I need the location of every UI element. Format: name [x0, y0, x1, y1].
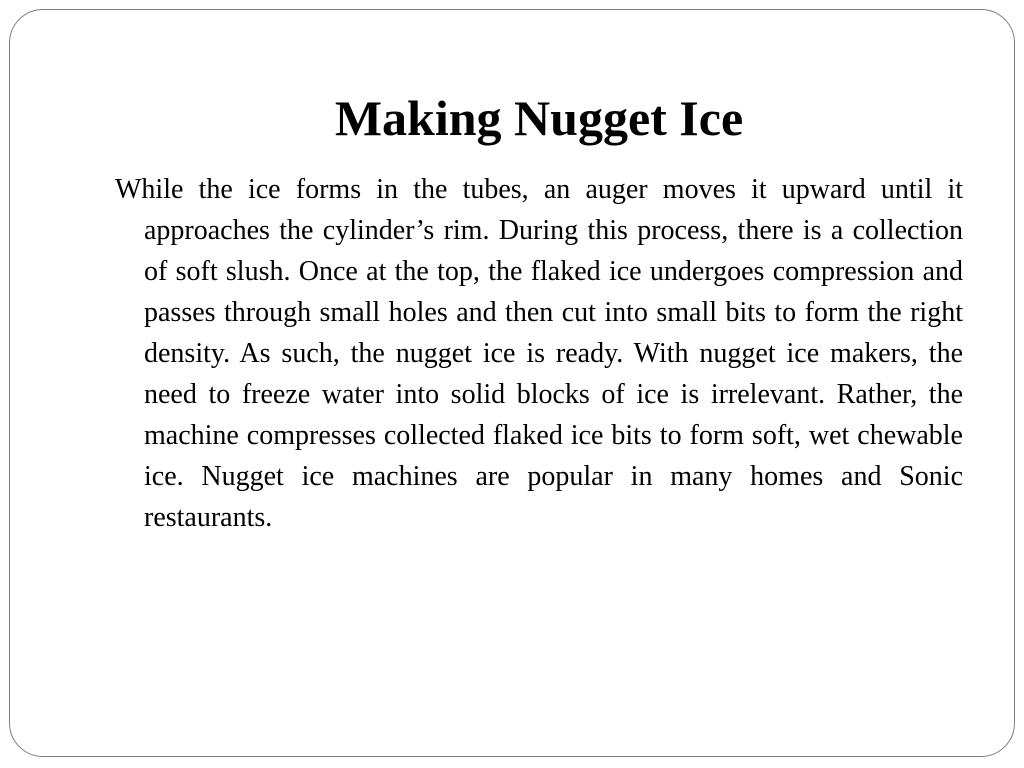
- slide-title: Making Nugget Ice: [334, 90, 744, 146]
- slide-body-paragraph: While the ice forms in the tubes, an auger moves it upward until it approaches the cylinder’s rim. During this process, there is a collection of soft slush. Once at the top, the flaked ice undergoes compression and passes through small holes and then cut into small bits to form the right density. As such, the nugget ice is ready. With nugget ice makers, the need to freeze water into solid blocks of ice is irrelevant. Rather, the machine compresses collected flaked ice bits to form soft, wet chewable ice. Nugget ice machines are popular in many homes and Sonic restaurants.: [115, 174, 963, 533]
